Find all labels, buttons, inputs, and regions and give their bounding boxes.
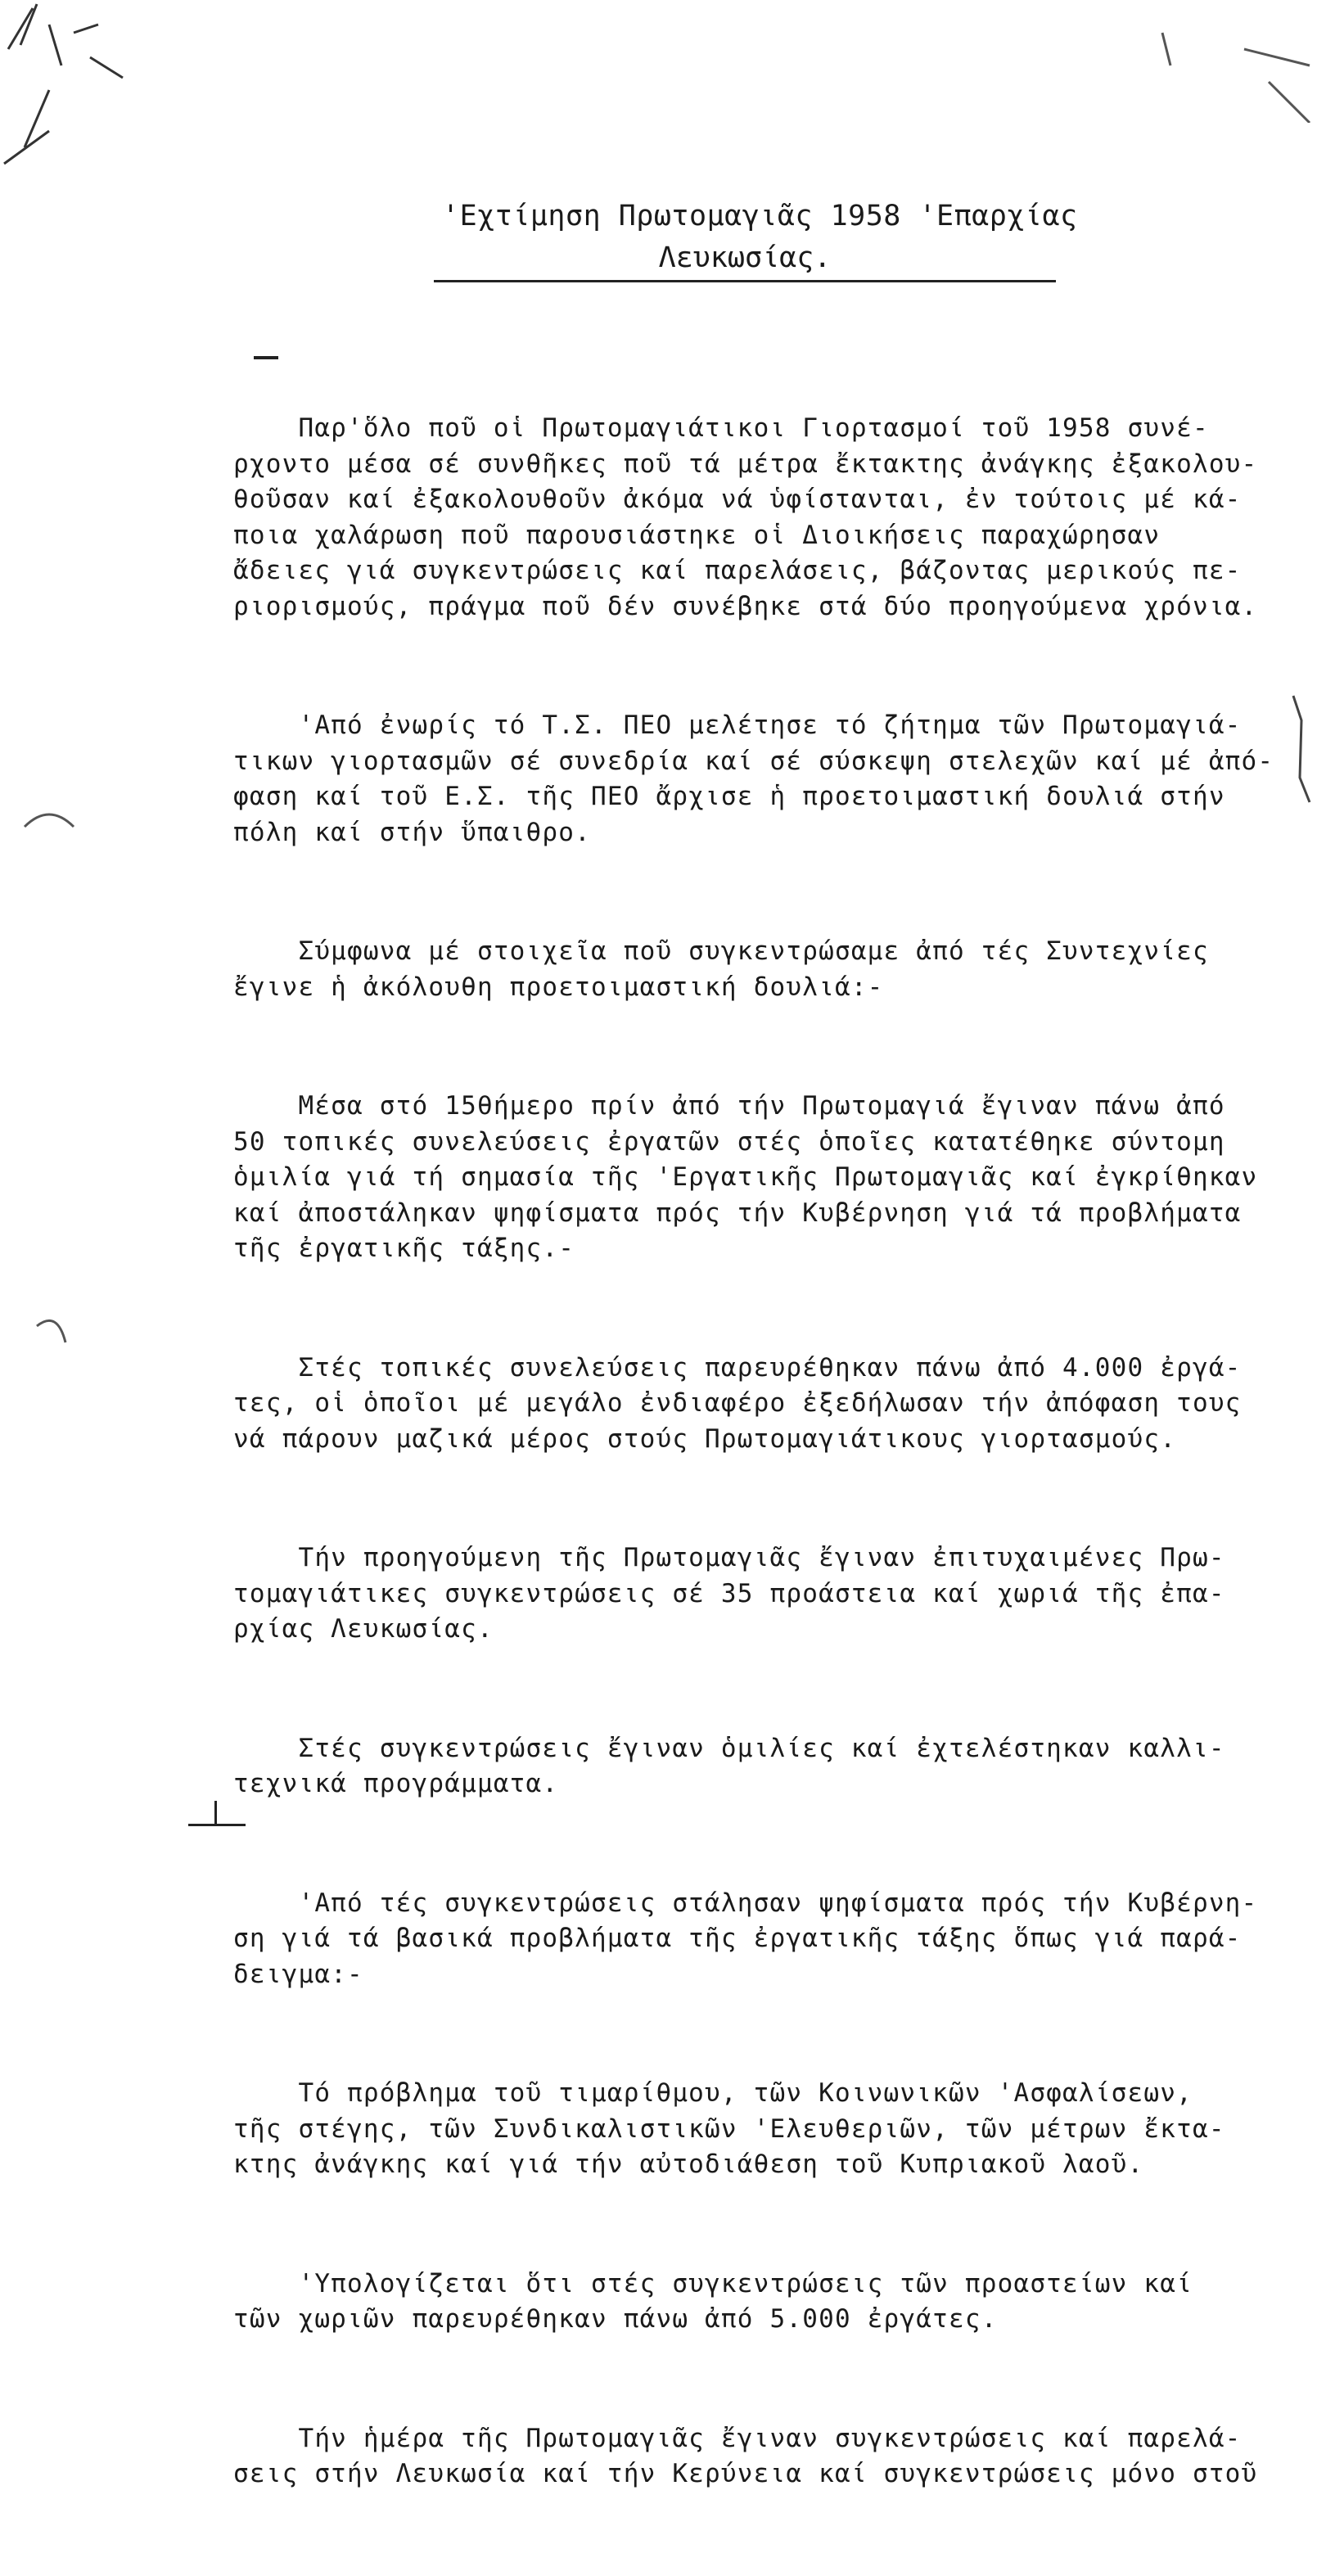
paragraph: 'Από τές συγκεντρώσεις στάλησαν ψηφίσματα πρός τήν Κυβέρνη- ση γιά τά βασικά προβλήματα τῆς ἐργατικῆς τάξης ὅπως γιά παρά- δειγμα:-	[233, 1888, 1258, 1989]
scan-mark-top-right	[1146, 16, 1317, 123]
scan-curl-mark-left	[16, 802, 90, 1375]
paragraph: Τήν ἡμέρα τῆς Πρωτομαγιᾶς ἔγιναν συγκεντρώσεις καί παρελά- σεις στήν Λευκωσία καί τήν Κερύνεια καί συγκεντρώσεις μόνο στοῦ	[233, 2423, 1258, 2488]
handwritten-mark-top-left	[0, 0, 180, 188]
document-title-line2: Λευκωσίας.	[434, 237, 1056, 282]
paragraph: Τήν προηγούμενη τῆς Πρωτομαγιᾶς ἔγιναν ἐπιτυχαιμένες Πρω- τομαγιάτικες συγκεντρώσεις σέ 35 προάστεια καί χωριά τῆς ἐπα- ρχίας Λευκωσίας.	[233, 1543, 1225, 1644]
paragraph: Σύμφωνα μέ στοιχεῖα ποῦ συγκεντρώσαμε ἀπό τές Συντεχνίες ἔγινε ἡ ἀκόλουθη προετοιμαστική δουλιά:-	[233, 936, 1209, 1002]
paragraph: Στές τοπικές συνελεύσεις παρευρέθηκαν πάνω ἀπό 4.000 ἐργά- τες, οἱ ὁποῖοι μέ μεγάλο ἐνδιαφέρο ἐξεδήλωσαν τήν ἀπόφαση τους νά πάρουν μαζικά μέρος στούς Πρωτομαγιάτικους γιορτασμούς.	[233, 1352, 1242, 1454]
paragraph: Στές συγκεντρώσεις ἔγιναν ὁμιλίες καί ἐχτελέστηκαν καλλι- τεχνικά προγράμματα.	[233, 1733, 1225, 1798]
margin-dash-mark	[254, 356, 278, 359]
paragraph: Τό πρόβλημα τοῦ τιμαρίθμου, τῶν Κοινωνικῶν 'Ασφαλίσεων, τῆς στέγης, τῶν Συνδικαλιστικῶν 'Ελευθεριῶν, τῶν μέτρων ἔκτα- κτης ἀνάγκης καί γιά τήν αὐτοδιάθεση τοῦ Κυπριακοῦ λαοῦ.	[233, 2078, 1225, 2179]
margin-underline-mark	[188, 1824, 246, 1826]
margin-tick-mark	[214, 1801, 217, 1825]
paragraph: Παρ'ὅλο ποῦ οἱ Πρωτομαγιάτικοι Γιορτασμοί τοῦ 1958 συνέ- ρχοντο μέσα σέ συνθῆκες ποῦ τά μέτρα ἔκτακτης ἀνάγκης ἐξακολου- θοῦσαν καί ἐξακολουθοῦν ἀκόμα νά ὑφίστανται, ἐν τούτοις μέ κά- ποια χαλάρωση ποῦ παρουσιάστηκε οἱ Διοικήσεις παραχώρησαν ἄδειες γιά συγκεντρώσεις καί παρελάσεις, βάζοντας μερικούς πε- ριορισμούς, πράγμα ποῦ δέν συνέβηκε στά δύο προηγούμενα χρόνια.	[233, 413, 1258, 621]
document-title: 'Εχτίμηση Πρωτομαγιᾶς 1958 'Επαρχίας	[442, 200, 1078, 232]
document-body	[233, 340, 1281, 2576]
paragraph: Μέσα στό 15θήμερο πρίν ἀπό τήν Πρωτομαγιά ἔγιναν πάνω ἀπό 50 τοπικές συνελεύσεις ἐργατῶν στές ὁποῖες κατατέθηκε σύντομη ὁμιλία γιά τή σημασία τῆς 'Εργατικῆς Πρωτομαγιᾶς καί ἐγκρίθηκαν καί ἀποστάληκαν ψηφίσματα πρός τήν Κυβέρνηση γιά τά προβλήματα τῆς ἐργατικῆς τάξης.-	[233, 1091, 1258, 1263]
paragraph: 'Από ἐνωρίς τό Τ.Σ. ΠΕΟ μελέτησε τό ζήτημα τῶν Πρωτομαγιά- τικων γιορτασμῶν σέ συνεδρία καί σέ σύσκεψη στελεχῶν καί μέ ἀπό- φαση καί τοῦ Ε.Σ. τῆς ΠΕΟ ἄρχισε ἡ προετοιμαστική δουλιά στήν πόλη καί στήν ὕπαιθρο.	[233, 711, 1274, 847]
margin-bracket-mark	[1285, 688, 1317, 810]
paragraph: 'Υπολογίζεται ὅτι στές συγκεντρώσεις τῶν προαστείων καί τῶν χωριῶν παρευρέθηκαν πάνω ἀπό 5.000 ἐργάτες.	[233, 2268, 1193, 2334]
